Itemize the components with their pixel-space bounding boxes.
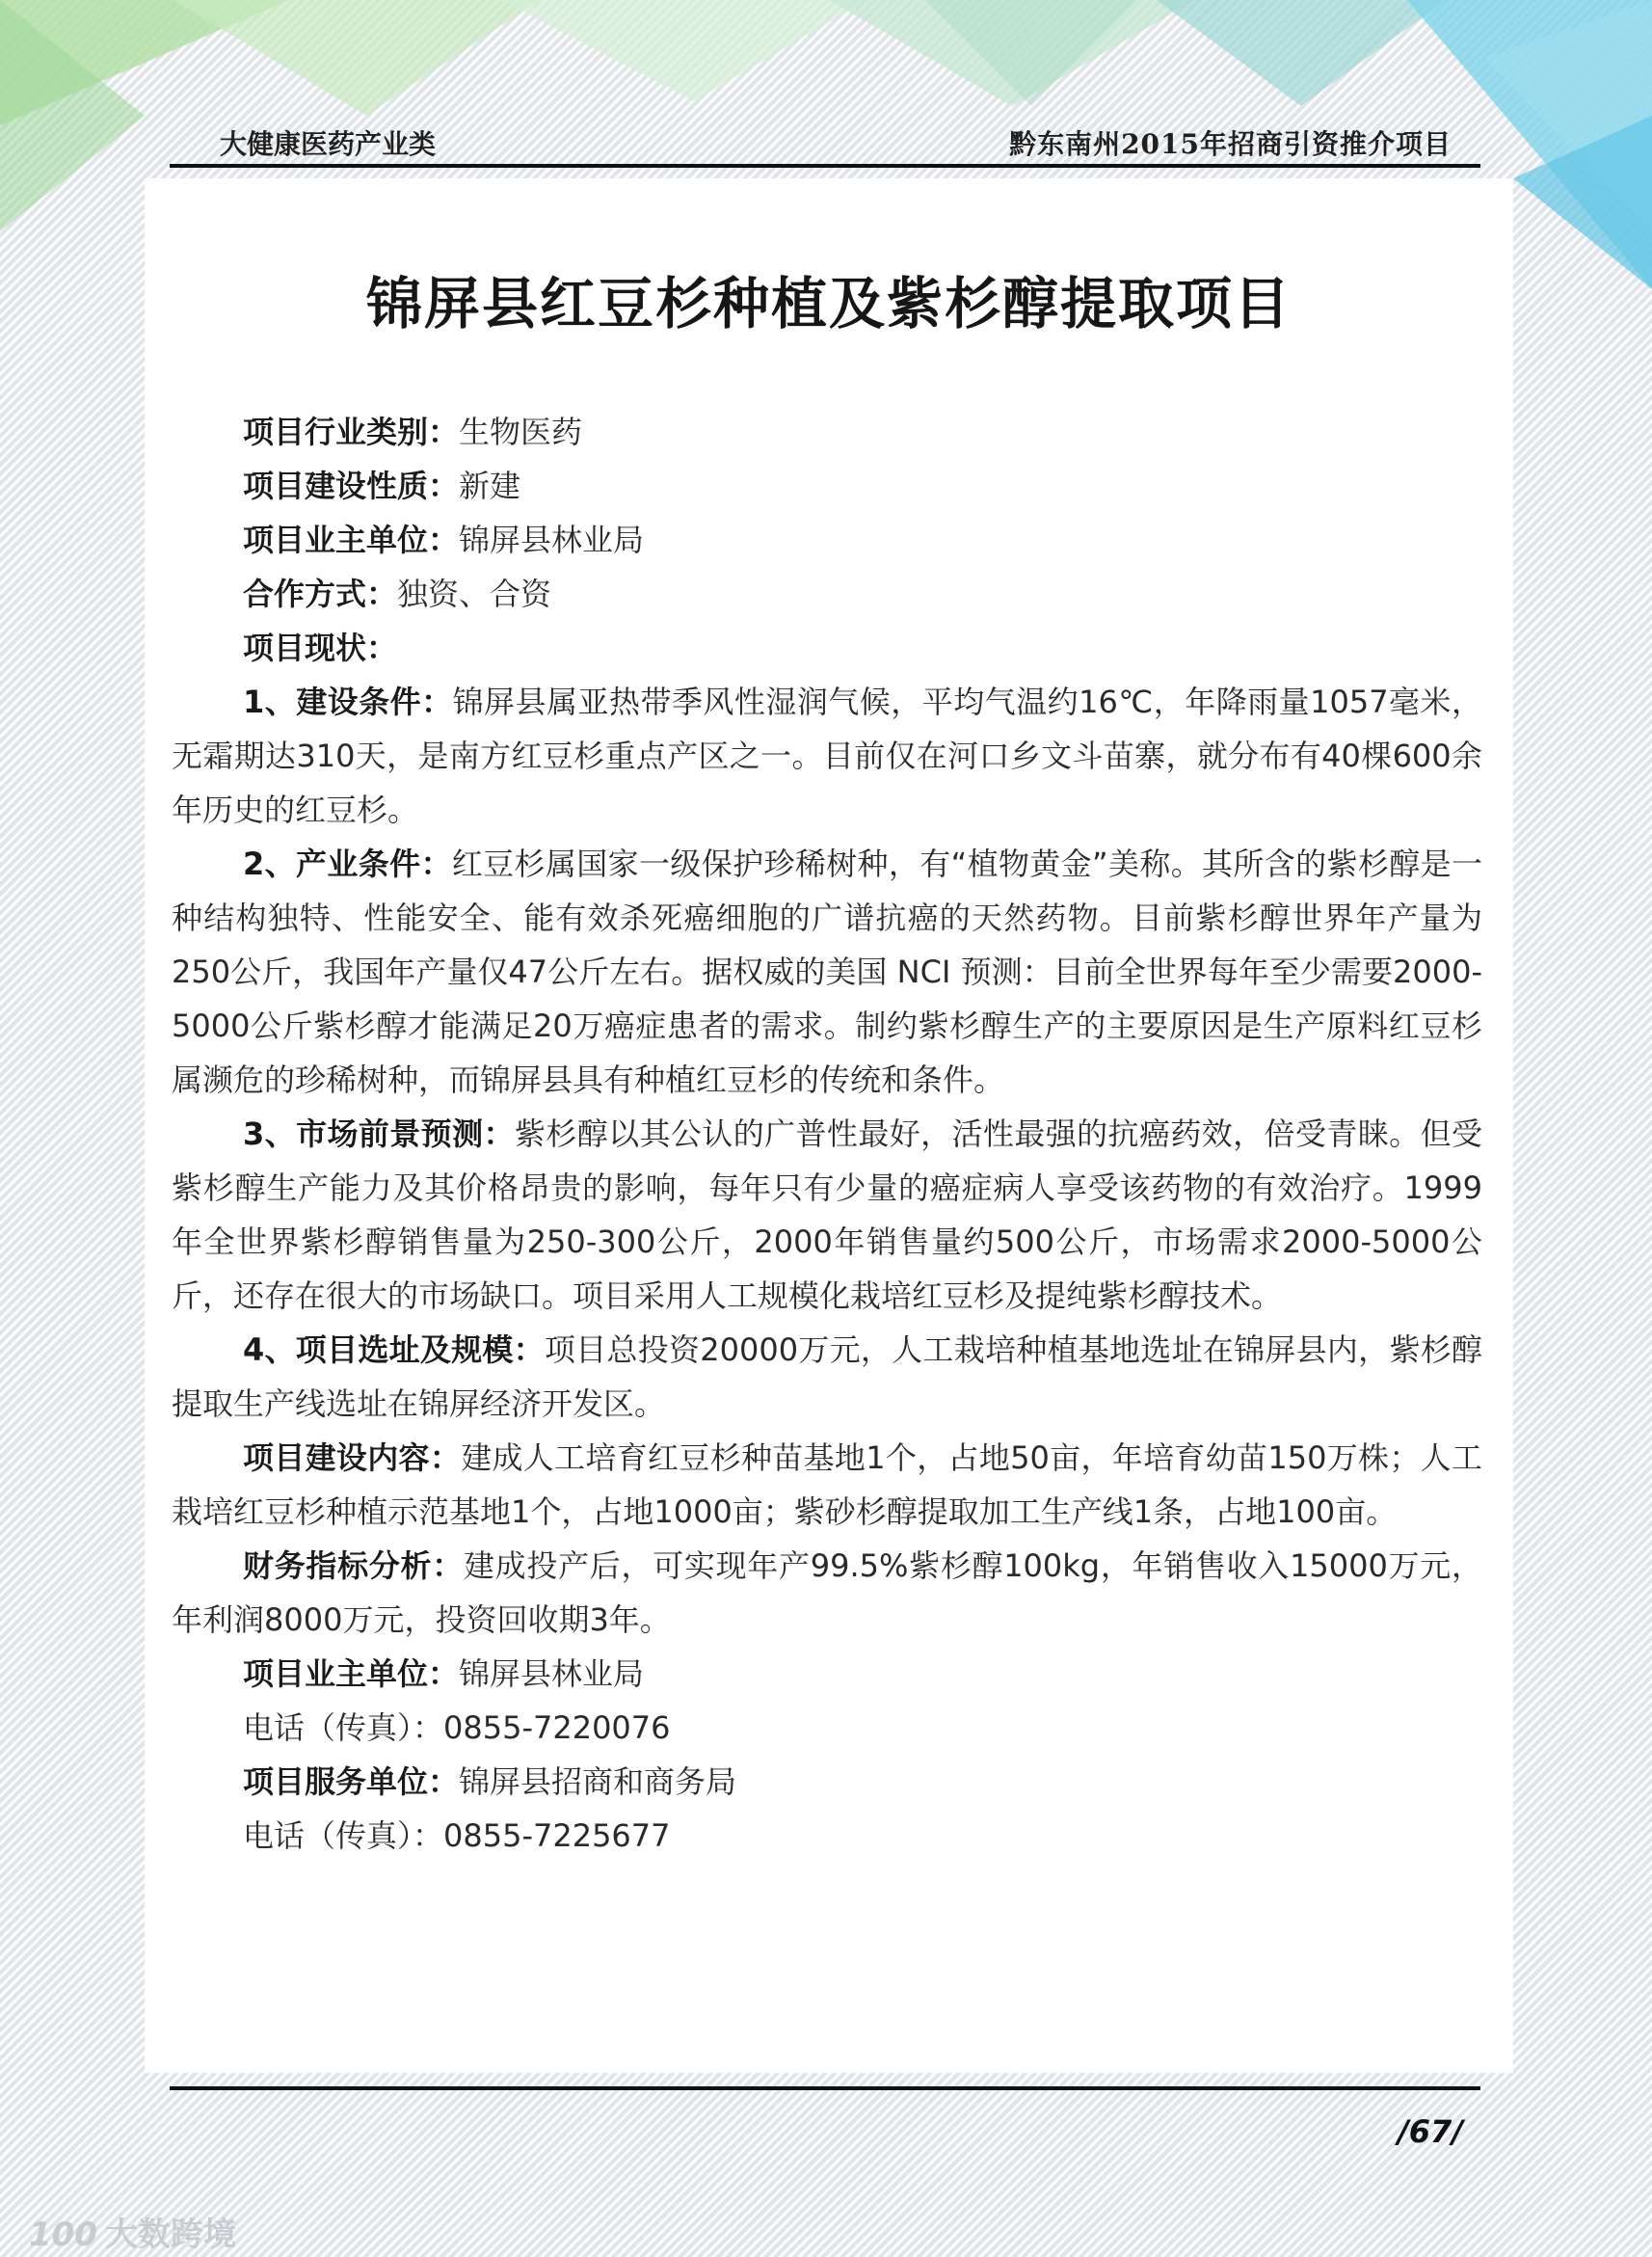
field-nature [172,459,1482,513]
field-value: 锦屏县林业局 [459,522,645,558]
section-key: 财务指标分析： [243,1547,464,1584]
page-title: 锦屏县红豆杉种植及紫杉醇提取项目 [365,271,1292,336]
contact-key: 项目服务单位： [243,1763,460,1800]
field-key: 项目建设性质： [243,468,460,504]
section-text: 项目总投资20000万元，人工栽培种植基地选址在锦屏县内，紫杉醇提取生产线选址在锦屏经济开发区。 [172,1331,1482,1422]
section-construction-content [172,1431,1482,1539]
section-text: 建成投产后，可实现年产99.5%紫杉醇100kg，年销售收入15000万元，年利润8000万元，投资回收期3年。 [172,1547,1482,1638]
section-key: 3、市场前景预测： [243,1115,515,1152]
field-key: 项目现状： [243,630,398,666]
section-text: 建成人工培育红豆杉种苗基地1个，占地50亩，年培育幼苗150万株；人工栽培红豆杉种植示范基地1个，占地1000亩；紫砂杉醇提取加工生产线1条，占地100亩。 [172,1439,1482,1530]
section-financial-analysis [172,1539,1482,1647]
section-industry-conditions [172,837,1482,1107]
section-text: 红豆杉属国家一级保护珍稀树种，有“植物黄金”美称。其所含的紫杉醇是一种结构独特、性能安全、能有效杀死癌细胞的广谱抗癌的天然药物。目前紫杉醇世界年产量为 250公斤，我国年产量仅47公斤左右。据权威的美国 NCI 预测：目前全世界每年至少需要2000-5000公斤紫杉醇才能满足20万癌症患者的需求。制约紫杉醇生产的主要原因是生产原料红豆杉属濒危的珍稀树种，而锦屏县具有种植红豆杉的传统和条件。 [172,846,1482,1098]
field-owner [172,513,1482,567]
field-status [172,621,1482,675]
header-rule [170,164,1480,168]
contact-value: 锦屏县招商和商务局 [459,1763,737,1800]
section-key: 2、产业条件： [243,846,452,882]
contact-owner-phone [172,1701,1482,1755]
contact-service-phone [172,1809,1482,1863]
contact-value: 电话（传真）：0855-7225677 [243,1817,671,1854]
section-key: 1、建设条件： [243,684,453,720]
page-number: /67/ [1398,2113,1463,2150]
section-market-forecast [172,1107,1482,1323]
contact-key: 项目业主单位： [243,1655,460,1692]
watermark-text: 大数跨境 [104,2216,236,2254]
field-value: 独资、合资 [397,576,552,612]
field-key: 项目业主单位： [243,522,460,558]
watermark [29,2208,236,2255]
field-industry [172,405,1482,459]
field-value: 新建 [459,468,521,504]
field-value: 生物医药 [459,414,583,450]
contact-value: 电话（传真）：0855-7220076 [243,1709,671,1746]
header-category: 大健康医药产业类 [220,128,437,160]
footer-rule [170,2086,1480,2090]
field-key: 项目行业类别： [243,414,460,450]
field-cooperation [172,567,1482,621]
section-construction-conditions [172,675,1482,837]
watermark-logo: 100 [29,2216,97,2254]
section-text: 紫杉醇以其公认的广普性最好，活性最强的抗癌药效，倍受青睐。但受紫杉醇生产能力及其价格昂贵的影响，每年只有少量的癌症病人享受该药物的有效治疗。1999年全世界紫杉醇销售量为250-300公斤，2000年销售量约500公斤，市场需求2000-5000公斤，还存在很大的市场缺口。项目采用人工规模化栽培红豆杉及提纯紫杉醇技术。 [172,1115,1482,1314]
contact-service-unit [172,1755,1482,1809]
header-publication-title: 黔东南州2015年招商引资推介项目 [1009,128,1452,160]
section-key: 4、项目选址及规模： [243,1331,545,1368]
field-key: 合作方式： [243,576,398,612]
contact-value: 锦屏县林业局 [459,1655,645,1692]
contact-owner-unit [172,1647,1482,1701]
section-site-scale [172,1323,1482,1431]
section-text: 锦屏县属亚热带季风性湿润气候，平均气温约16℃，年降雨量1057毫米，无霜期达310天，是南方红豆杉重点产区之一。目前仅在河口乡文斗苗寨，就分布有40棵600余年历史的红豆杉。 [172,684,1482,828]
section-key: 项目建设内容： [243,1439,462,1476]
project-details [172,405,1482,1863]
